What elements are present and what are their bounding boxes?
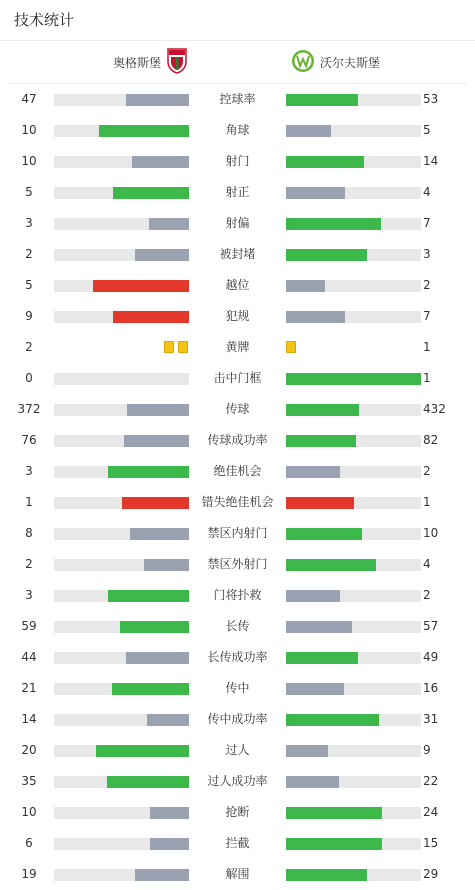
home-bar-track bbox=[54, 528, 189, 540]
stat-label: 击中门框 bbox=[213, 371, 262, 385]
away-value: 15 bbox=[423, 836, 439, 850]
away-bar-track bbox=[286, 807, 421, 819]
augsburg-logo-icon bbox=[167, 48, 187, 77]
away-value: 7 bbox=[423, 216, 431, 230]
home-value: 9 bbox=[25, 309, 33, 323]
away-bar bbox=[286, 745, 328, 757]
home-value: 3 bbox=[25, 464, 33, 478]
stat-label: 黄牌 bbox=[225, 340, 250, 354]
home-bar-track bbox=[54, 776, 189, 788]
page-title: 技术统计 bbox=[0, 0, 475, 41]
away-value: 1 bbox=[423, 371, 431, 385]
away-bar bbox=[286, 497, 354, 509]
stat-row bbox=[0, 549, 475, 580]
home-yellow-cards bbox=[164, 341, 188, 353]
home-bar-track bbox=[54, 745, 189, 757]
home-value: 372 bbox=[17, 402, 41, 416]
away-bar bbox=[286, 528, 362, 540]
stat-label: 射门 bbox=[225, 154, 250, 168]
away-bar bbox=[286, 187, 345, 199]
away-bar-track bbox=[286, 280, 421, 292]
away-bar bbox=[286, 807, 382, 819]
home-bar bbox=[147, 714, 189, 726]
home-value: 44 bbox=[21, 650, 37, 664]
away-value: 31 bbox=[423, 712, 439, 726]
home-bar bbox=[120, 621, 189, 633]
away-value: 2 bbox=[423, 588, 431, 602]
home-value: 76 bbox=[21, 433, 37, 447]
home-bar-track bbox=[54, 714, 189, 726]
home-bar bbox=[93, 280, 189, 292]
away-bar bbox=[286, 776, 339, 788]
stat-label: 错失绝佳机会 bbox=[201, 495, 274, 509]
stat-row bbox=[0, 270, 475, 301]
home-bar-track bbox=[54, 435, 189, 447]
stat-row bbox=[0, 518, 475, 549]
away-team-name: 沃尔夫斯堡 bbox=[320, 55, 381, 70]
home-value: 21 bbox=[21, 681, 37, 695]
home-value: 10 bbox=[21, 154, 37, 168]
home-bar-track bbox=[54, 280, 189, 292]
away-value: 49 bbox=[423, 650, 439, 664]
away-value: 1 bbox=[423, 340, 431, 354]
away-bar bbox=[286, 94, 358, 106]
away-bar-track bbox=[286, 745, 421, 757]
away-bar-track bbox=[286, 652, 421, 664]
stat-row bbox=[0, 735, 475, 766]
away-bar-track bbox=[286, 497, 421, 509]
away-bar bbox=[286, 869, 367, 881]
stat-row bbox=[0, 115, 475, 146]
away-bar bbox=[286, 683, 344, 695]
home-bar-track bbox=[54, 94, 189, 106]
home-value: 3 bbox=[25, 216, 33, 230]
home-bar bbox=[113, 311, 189, 323]
stat-label: 传中 bbox=[225, 681, 250, 695]
away-bar-track bbox=[286, 187, 421, 199]
stat-row bbox=[0, 611, 475, 642]
stat-label: 射正 bbox=[225, 185, 250, 199]
stat-label: 越位 bbox=[225, 278, 250, 292]
home-value: 14 bbox=[21, 712, 37, 726]
stat-label: 传球成功率 bbox=[207, 433, 268, 447]
stat-label: 抢断 bbox=[225, 805, 250, 819]
stat-row bbox=[0, 301, 475, 332]
home-value: 5 bbox=[25, 185, 33, 199]
away-value: 24 bbox=[423, 805, 439, 819]
home-bar-track bbox=[54, 373, 189, 385]
home-bar-track bbox=[54, 311, 189, 323]
away-yellow-cards bbox=[286, 341, 296, 353]
home-value: 10 bbox=[21, 123, 37, 137]
home-value: 2 bbox=[25, 340, 33, 354]
away-bar-track bbox=[286, 373, 421, 385]
away-value: 3 bbox=[423, 247, 431, 261]
away-bar-track bbox=[286, 838, 421, 850]
away-bar-track bbox=[286, 714, 421, 726]
stat-row bbox=[0, 828, 475, 859]
away-value: 5 bbox=[423, 123, 431, 137]
away-bar-track bbox=[286, 869, 421, 881]
away-bar bbox=[286, 218, 381, 230]
home-bar bbox=[126, 652, 189, 664]
away-bar bbox=[286, 714, 379, 726]
home-value: 20 bbox=[21, 743, 37, 757]
wolfsburg-logo-icon bbox=[291, 49, 315, 76]
away-bar-track bbox=[286, 404, 421, 416]
home-value: 2 bbox=[25, 557, 33, 571]
stat-label: 被封堵 bbox=[219, 247, 256, 261]
stat-label: 长传成功率 bbox=[207, 650, 268, 664]
home-bar bbox=[130, 528, 189, 540]
home-bar bbox=[132, 156, 189, 168]
home-team-name: 奥格斯堡 bbox=[113, 55, 162, 70]
home-value: 6 bbox=[25, 836, 33, 850]
stats-list bbox=[0, 84, 475, 890]
stat-label: 门将扑救 bbox=[213, 588, 262, 602]
stat-row bbox=[0, 580, 475, 611]
stat-row bbox=[0, 425, 475, 456]
away-value: 9 bbox=[423, 743, 431, 757]
home-bar bbox=[150, 807, 189, 819]
home-bar bbox=[96, 745, 189, 757]
stat-row bbox=[0, 84, 475, 115]
stat-label: 传中成功率 bbox=[207, 712, 268, 726]
home-bar-track bbox=[54, 590, 189, 602]
away-bar-track bbox=[286, 218, 421, 230]
stat-row bbox=[0, 363, 475, 394]
stat-row bbox=[0, 704, 475, 735]
away-bar bbox=[286, 590, 340, 602]
away-value: 2 bbox=[423, 464, 431, 478]
home-bar-track bbox=[54, 218, 189, 230]
home-value: 2 bbox=[25, 247, 33, 261]
away-value: 82 bbox=[423, 433, 439, 447]
away-team[interactable] bbox=[291, 41, 380, 83]
yellow-card-icon bbox=[164, 341, 174, 353]
home-bar-track bbox=[54, 125, 189, 137]
home-bar-track bbox=[54, 249, 189, 261]
stat-label: 过人 bbox=[225, 743, 250, 757]
away-bar bbox=[286, 404, 359, 416]
away-value: 432 bbox=[423, 402, 446, 416]
yellow-card-icon bbox=[178, 341, 188, 353]
home-bar bbox=[150, 838, 189, 850]
stat-row bbox=[0, 208, 475, 239]
stat-row bbox=[0, 859, 475, 890]
home-bar bbox=[149, 218, 190, 230]
away-bar bbox=[286, 838, 382, 850]
away-bar bbox=[286, 156, 364, 168]
home-bar-track bbox=[54, 869, 189, 881]
home-bar bbox=[124, 435, 189, 447]
away-value: 22 bbox=[423, 774, 439, 788]
home-bar bbox=[108, 590, 189, 602]
home-bar bbox=[99, 125, 189, 137]
home-bar-track bbox=[54, 683, 189, 695]
away-bar-track bbox=[286, 125, 421, 137]
stat-label: 过人成功率 bbox=[207, 774, 268, 788]
away-bar-track bbox=[286, 311, 421, 323]
home-value: 10 bbox=[21, 805, 37, 819]
stat-row bbox=[0, 456, 475, 487]
home-bar-track bbox=[54, 466, 189, 478]
away-bar bbox=[286, 621, 352, 633]
stat-label: 长传 bbox=[225, 619, 250, 633]
away-bar-track bbox=[286, 559, 421, 571]
away-bar-track bbox=[286, 435, 421, 447]
stat-label: 控球率 bbox=[219, 92, 256, 106]
home-team[interactable] bbox=[113, 41, 187, 83]
stat-row bbox=[0, 673, 475, 704]
away-value: 4 bbox=[423, 185, 431, 199]
home-bar bbox=[127, 404, 189, 416]
stat-row bbox=[0, 239, 475, 270]
away-bar-track bbox=[286, 156, 421, 168]
home-value: 3 bbox=[25, 588, 33, 602]
stat-row bbox=[0, 146, 475, 177]
teams-header bbox=[8, 41, 467, 84]
away-bar bbox=[286, 280, 325, 292]
stat-row bbox=[0, 332, 475, 363]
away-bar-track bbox=[286, 621, 421, 633]
away-value: 4 bbox=[423, 557, 431, 571]
away-bar bbox=[286, 466, 340, 478]
home-bar bbox=[112, 683, 189, 695]
stat-row bbox=[0, 487, 475, 518]
home-value: 0 bbox=[25, 371, 33, 385]
away-bar-track bbox=[286, 466, 421, 478]
stat-label: 射偏 bbox=[225, 216, 250, 230]
home-bar bbox=[122, 497, 190, 509]
home-bar-track bbox=[54, 187, 189, 199]
home-bar bbox=[107, 776, 189, 788]
away-bar-track bbox=[286, 776, 421, 788]
home-value: 1 bbox=[25, 495, 33, 509]
away-bar bbox=[286, 435, 356, 447]
home-bar-track bbox=[54, 807, 189, 819]
stat-label: 解围 bbox=[225, 867, 250, 881]
home-bar-track bbox=[54, 156, 189, 168]
home-value: 47 bbox=[21, 92, 37, 106]
home-bar-track bbox=[54, 559, 189, 571]
stat-row bbox=[0, 766, 475, 797]
home-bar bbox=[135, 249, 189, 261]
stat-label: 禁区内射门 bbox=[207, 526, 268, 540]
away-bar bbox=[286, 652, 358, 664]
home-value: 59 bbox=[21, 619, 37, 633]
home-value: 35 bbox=[21, 774, 37, 788]
away-value: 10 bbox=[423, 526, 439, 540]
home-bar-track bbox=[54, 838, 189, 850]
home-bar-track bbox=[54, 652, 189, 664]
home-bar-track bbox=[54, 497, 189, 509]
home-bar-track bbox=[54, 404, 189, 416]
away-bar bbox=[286, 373, 421, 385]
away-value: 2 bbox=[423, 278, 431, 292]
away-bar-track bbox=[286, 590, 421, 602]
yellow-card-icon bbox=[286, 341, 296, 353]
away-bar bbox=[286, 249, 367, 261]
stat-label: 传球 bbox=[225, 402, 250, 416]
home-bar bbox=[126, 94, 189, 106]
away-value: 53 bbox=[423, 92, 439, 106]
stat-label: 犯规 bbox=[225, 309, 250, 323]
away-bar bbox=[286, 311, 345, 323]
home-bar-track bbox=[54, 621, 189, 633]
away-bar-track bbox=[286, 249, 421, 261]
away-value: 14 bbox=[423, 154, 439, 168]
home-value: 19 bbox=[21, 867, 37, 881]
home-value: 8 bbox=[25, 526, 33, 540]
stat-label: 拦截 bbox=[225, 836, 250, 850]
stat-label: 角球 bbox=[225, 123, 250, 137]
away-bar-track bbox=[286, 683, 421, 695]
away-bar bbox=[286, 559, 376, 571]
away-bar bbox=[286, 125, 331, 137]
home-bar bbox=[144, 559, 189, 571]
stat-row bbox=[0, 394, 475, 425]
stat-label: 绝佳机会 bbox=[213, 464, 262, 478]
stat-label: 禁区外射门 bbox=[207, 557, 268, 571]
home-bar bbox=[113, 187, 189, 199]
home-value: 5 bbox=[25, 278, 33, 292]
away-value: 1 bbox=[423, 495, 431, 509]
away-value: 16 bbox=[423, 681, 439, 695]
stat-row bbox=[0, 797, 475, 828]
home-bar bbox=[108, 466, 189, 478]
away-value: 7 bbox=[423, 309, 431, 323]
home-bar bbox=[135, 869, 189, 881]
away-bar-track bbox=[286, 94, 421, 106]
away-bar-track bbox=[286, 528, 421, 540]
away-value: 57 bbox=[423, 619, 439, 633]
stat-row bbox=[0, 642, 475, 673]
stat-row bbox=[0, 177, 475, 208]
away-value: 29 bbox=[423, 867, 439, 881]
